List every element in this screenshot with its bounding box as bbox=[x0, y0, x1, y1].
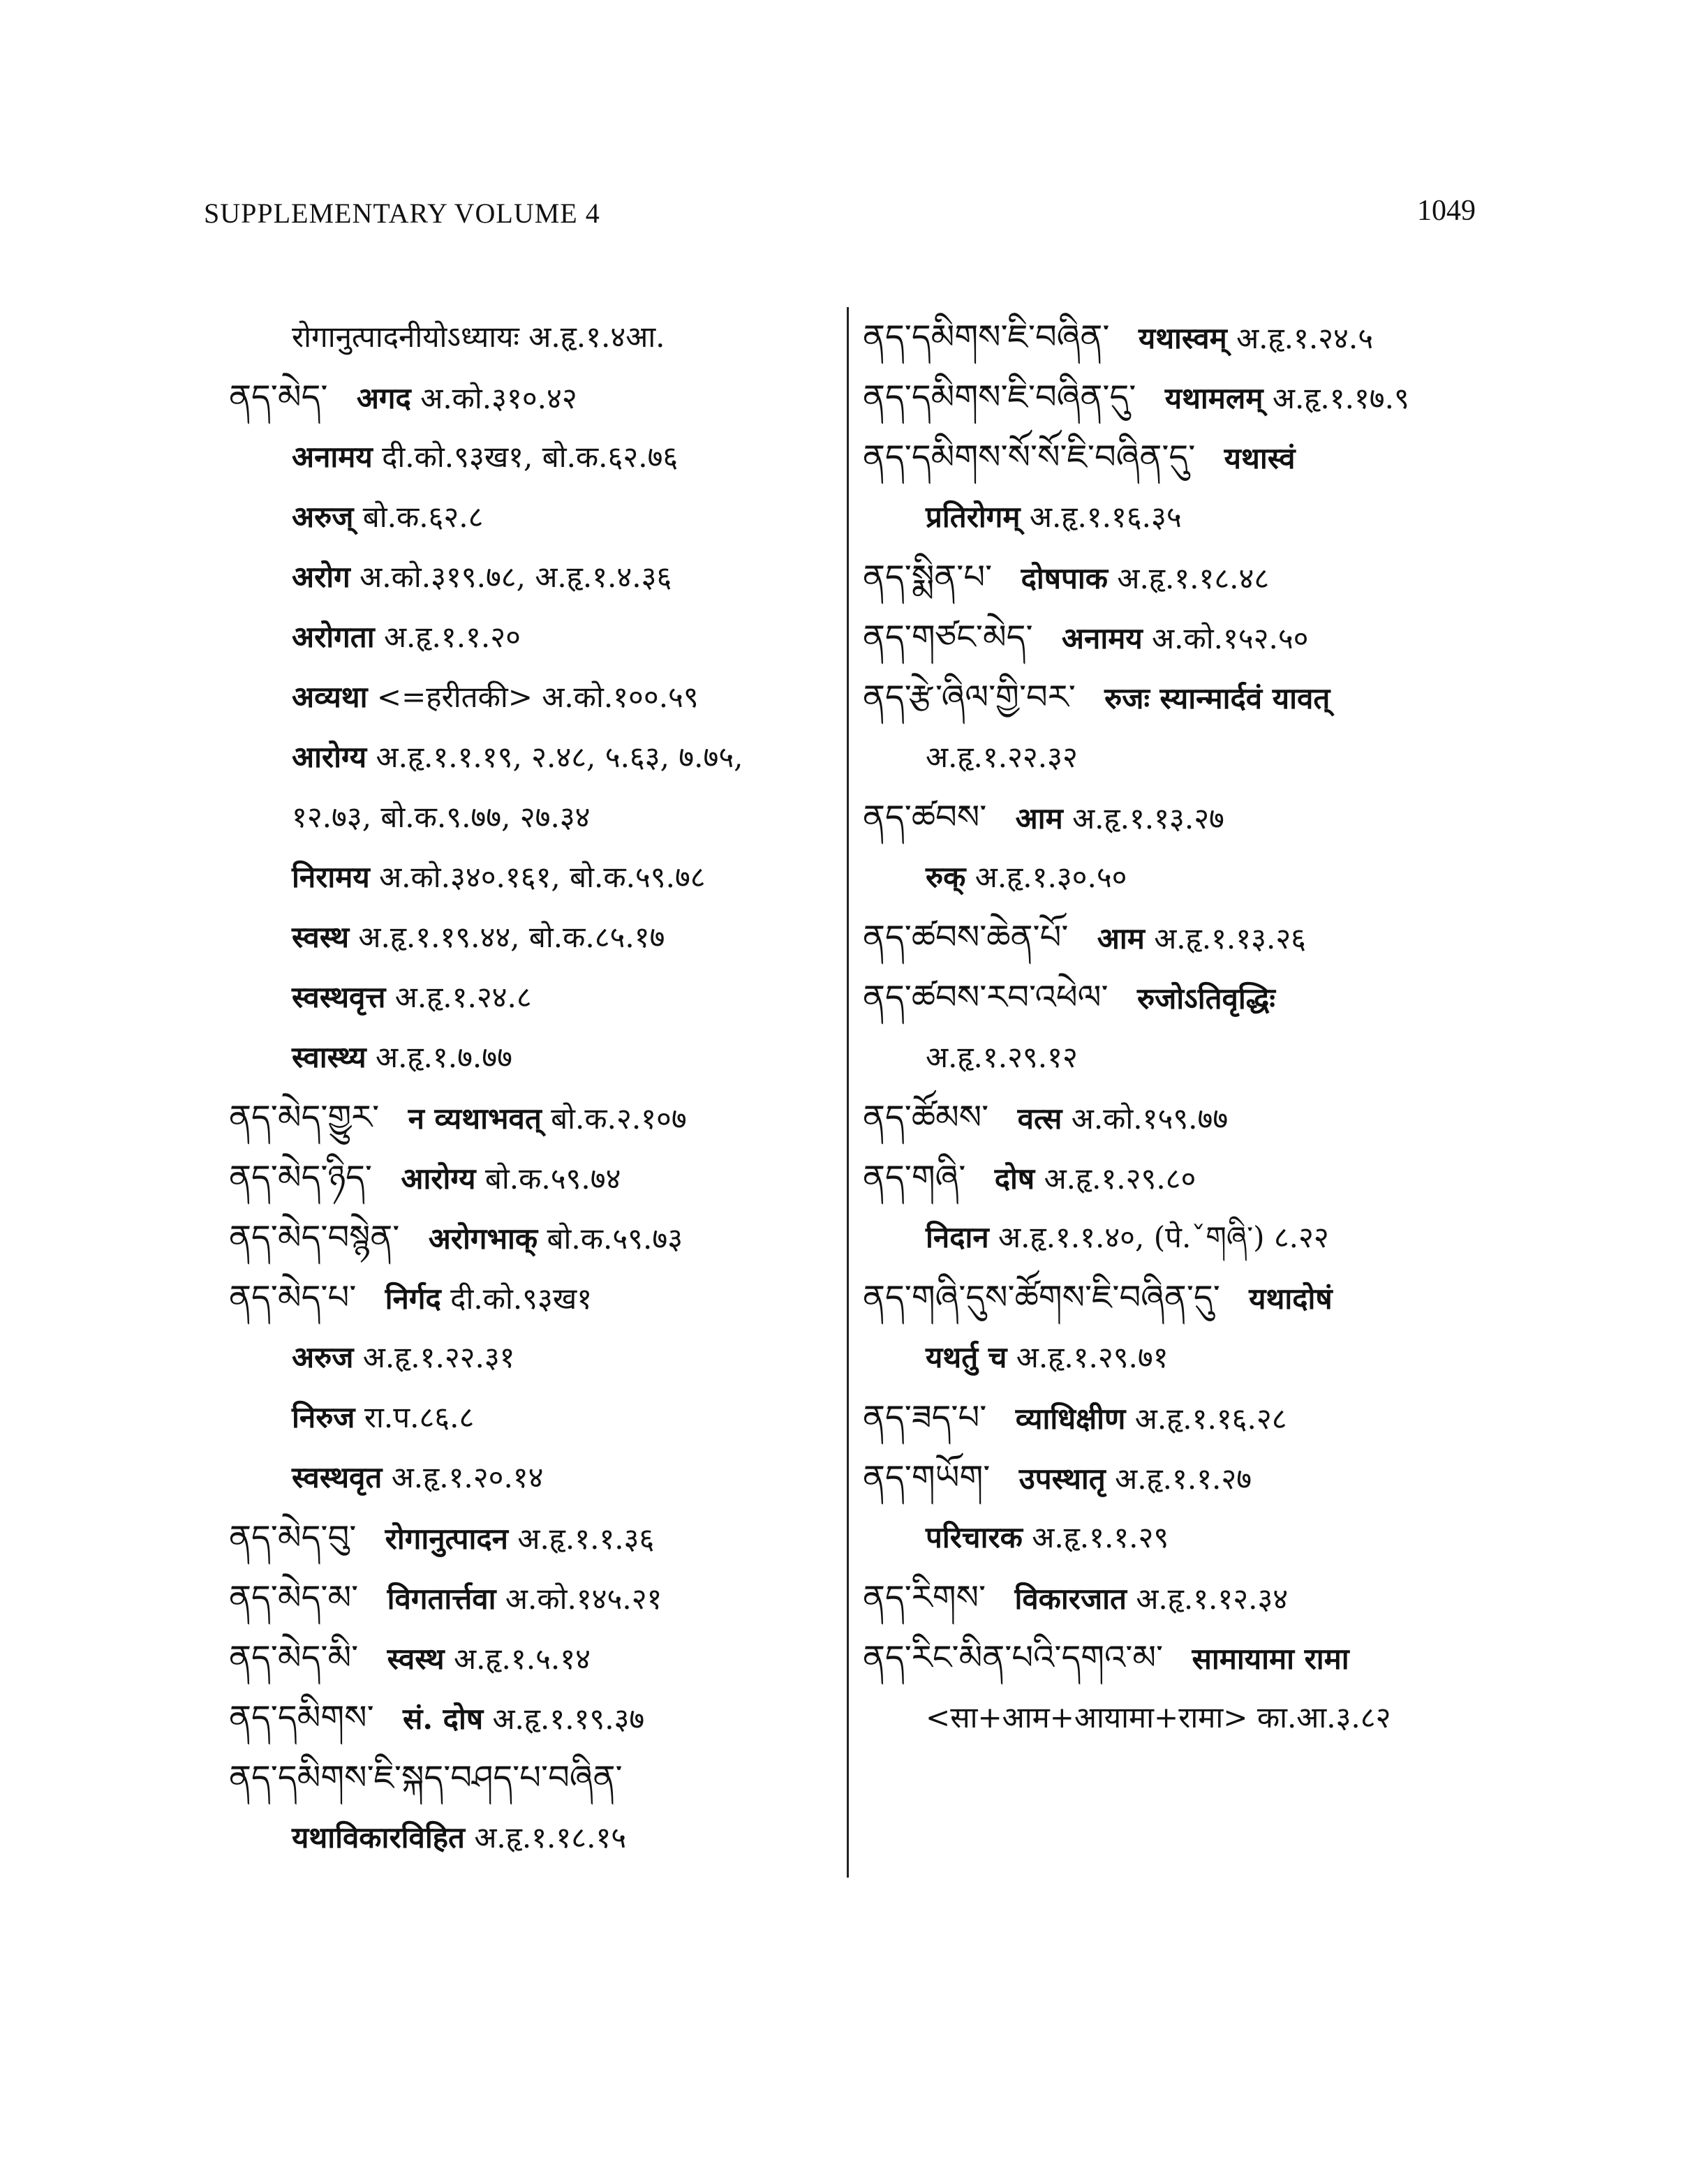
source-reference: रोगानुत्पादनीयोऽध्यायः अ.हृ.१.४आ. bbox=[292, 320, 665, 354]
tibetan-headword: ནད་མེད་མི་ bbox=[229, 1638, 359, 1677]
sanskrit-equivalent: विकारजात bbox=[1014, 1582, 1127, 1616]
dictionary-entry-line bbox=[863, 1448, 1491, 1508]
running-head: SUPPLEMENTARY VOLUME 4 bbox=[204, 198, 600, 229]
sanskrit-equivalent: यथामलम् bbox=[1164, 381, 1263, 415]
sanskrit-equivalent: निरुज bbox=[292, 1400, 355, 1434]
source-reference: अ.को.३४०.१६१, बो.क.५९.७८ bbox=[379, 860, 706, 894]
tibetan-headword: ནད་མེད་པ་ bbox=[229, 1278, 357, 1317]
dictionary-entry-line bbox=[863, 1268, 1491, 1328]
source-reference: बो.क.६२.८ bbox=[362, 500, 484, 534]
dictionary-entry-line bbox=[229, 907, 843, 967]
source-reference: अ.हृ.१.१९.३७ bbox=[492, 1702, 645, 1736]
sanskrit-equivalent: यथाविकारविहित bbox=[292, 1820, 465, 1855]
dictionary-entry-line bbox=[863, 1568, 1491, 1628]
sanskrit-equivalent: अरुज् bbox=[292, 500, 354, 534]
source-reference: अ.हृ.१.१६.२८ bbox=[1134, 1402, 1287, 1436]
sanskrit-equivalent: यथास्वम् bbox=[1138, 321, 1227, 355]
source-reference: अ.हृ.१.१८.४८ bbox=[1117, 561, 1270, 595]
sanskrit-equivalent: स्वस्थवृत bbox=[292, 1460, 383, 1494]
source-reference: १२.७३, बो.क.९.७७, २७.३४ bbox=[292, 800, 591, 834]
sanskrit-equivalent: अनामय bbox=[292, 440, 373, 474]
sanskrit-equivalent: उपस्थातृ bbox=[1018, 1462, 1106, 1496]
right-column bbox=[863, 307, 1491, 1748]
dictionary-entry-line bbox=[229, 1027, 843, 1087]
source-reference: अ.हृ.१.२४.५ bbox=[1236, 321, 1374, 355]
source-reference: अ.हृ.१.१६.३५ bbox=[1029, 500, 1182, 534]
source-reference: अ.हृ.१.१.१९, २.४८, ५.६३, ७.७५, bbox=[376, 740, 743, 774]
tibetan-headword: ནད་ཚོམས་ bbox=[863, 1098, 989, 1137]
dictionary-entry-line bbox=[863, 1208, 1491, 1268]
sanskrit-equivalent: अरोगता bbox=[292, 620, 375, 654]
sanskrit-equivalent: सं. दोष bbox=[403, 1702, 484, 1736]
tibetan-headword: ནད་མེད་མ་ bbox=[229, 1578, 359, 1617]
source-reference: बो.क.५९.७४ bbox=[484, 1161, 621, 1196]
source-reference: अ.हृ.१.१.४०, (पे.ˇགཞི་) ८.२२ bbox=[998, 1220, 1329, 1254]
sanskrit-equivalent: स्वस्थ bbox=[292, 920, 350, 954]
dictionary-entry-line bbox=[863, 427, 1491, 487]
dictionary-entry-line bbox=[863, 1628, 1491, 1688]
sanskrit-equivalent: रुक् bbox=[926, 860, 966, 894]
dictionary-entry-line bbox=[863, 1328, 1491, 1388]
tibetan-headword: ནད་ཚབས་ཆེན་པོ་ bbox=[863, 918, 1069, 957]
dictionary-entry-line bbox=[863, 307, 1491, 367]
sanskrit-equivalent: अनामय bbox=[1061, 621, 1143, 655]
source-reference: अ.को.३१९.७८, अ.हृ.१.४.३६ bbox=[360, 560, 672, 594]
dictionary-entry-line bbox=[229, 1268, 843, 1328]
source-reference: अ.को.१४५.२१ bbox=[505, 1582, 662, 1616]
sanskrit-equivalent: अव्यथा bbox=[292, 680, 368, 714]
sanskrit-equivalent: दोष bbox=[994, 1161, 1035, 1196]
tibetan-headword: ནད་ཟད་པ་ bbox=[863, 1398, 987, 1437]
sanskrit-equivalent: निरामय bbox=[292, 860, 370, 894]
dictionary-entry-line bbox=[229, 487, 843, 547]
sanskrit-equivalent: न व्यथाभवत् bbox=[408, 1101, 542, 1136]
dictionary-entry-line bbox=[863, 367, 1491, 427]
sanskrit-equivalent: वत्स bbox=[1017, 1101, 1062, 1136]
dictionary-entry-line bbox=[863, 727, 1491, 787]
sanskrit-equivalent: अरुज bbox=[292, 1340, 354, 1374]
sanskrit-equivalent: रोगानुत्पादन bbox=[385, 1522, 508, 1556]
tibetan-headword: ནད་གཞི་དུས་ཚོགས་ཇི་བཞིན་དུ་ bbox=[863, 1278, 1220, 1317]
source-reference: अ.हृ.१.१.२० bbox=[383, 620, 521, 654]
tibetan-headword: ནད་རིགས་ bbox=[863, 1578, 986, 1617]
sanskrit-equivalent: यथास्वं bbox=[1224, 441, 1296, 475]
source-reference: अ.को.१५९.७७ bbox=[1071, 1101, 1229, 1136]
sanskrit-equivalent: निदान bbox=[926, 1220, 989, 1254]
dictionary-entry-line bbox=[229, 427, 843, 487]
dictionary-entry-line bbox=[229, 967, 843, 1027]
sanskrit-equivalent: रुजोऽतिवृद्धिः bbox=[1136, 981, 1275, 1016]
dictionary-entry-line bbox=[229, 1508, 843, 1568]
dictionary-entry-line bbox=[229, 667, 843, 727]
source-reference: अ.हृ.१.१२.३४ bbox=[1136, 1582, 1289, 1616]
sanskrit-equivalent: व्याधिक्षीण bbox=[1015, 1402, 1126, 1436]
left-column bbox=[229, 307, 843, 1868]
dictionary-entry-line bbox=[229, 367, 843, 427]
dictionary-entry-line bbox=[863, 667, 1491, 727]
source-reference: अ.हृ.१.१७.९ bbox=[1272, 381, 1409, 415]
tibetan-headword: ནད་དམིགས་སོ་སོ་ཇི་བཞིན་དུ་ bbox=[863, 438, 1196, 477]
tibetan-headword: ནད་ཚབས་ bbox=[863, 798, 987, 837]
dictionary-entry-line bbox=[863, 1147, 1491, 1208]
tibetan-headword: ནད་མེད་བུ་ bbox=[229, 1518, 357, 1557]
dictionary-entry-line bbox=[863, 1027, 1491, 1087]
sanskrit-equivalent: सामायामा रामा bbox=[1192, 1642, 1349, 1676]
source-reference: अ.को.३१०.४२ bbox=[420, 381, 577, 415]
tibetan-headword: ནད་དམིགས་ཇི་སྐད་བཤད་པ་བཞིན་ bbox=[229, 1758, 623, 1797]
dictionary-entry-line bbox=[863, 1688, 1491, 1748]
source-reference: अ.हृ.१.१३.२७ bbox=[1072, 801, 1224, 835]
source-reference: अ.हृ.१.२९.७१ bbox=[1016, 1340, 1169, 1374]
dictionary-entry-line bbox=[229, 847, 843, 907]
dictionary-entry-line bbox=[229, 787, 843, 847]
sanskrit-equivalent: निर्गद bbox=[385, 1282, 441, 1316]
source-reference: अ.हृ.१.२०.१४ bbox=[391, 1460, 544, 1494]
source-reference: अ.हृ.१.१३.२६ bbox=[1154, 921, 1306, 956]
sanskrit-equivalent: रुजः स्यान्मार्दवं यावत् bbox=[1104, 681, 1330, 715]
sanskrit-equivalent: स्वस्थ bbox=[387, 1642, 445, 1676]
dictionary-entry-line bbox=[863, 1388, 1491, 1448]
sanskrit-equivalent: अरोगभाक् bbox=[428, 1221, 538, 1256]
source-reference: अ.हृ.१.२२.३२ bbox=[926, 740, 1078, 774]
sanskrit-equivalent: आरोग्य bbox=[292, 740, 367, 774]
sanskrit-equivalent: स्वास्थ्य bbox=[292, 1040, 366, 1074]
source-reference: अ.हृ.१.१९.४४, बो.क.८५.१७ bbox=[358, 920, 665, 954]
dictionary-entry-line bbox=[229, 1208, 843, 1268]
dictionary-entry-line bbox=[863, 607, 1491, 667]
dictionary-entry-line bbox=[229, 1688, 843, 1748]
sanskrit-equivalent: स्वस्थवृत्त bbox=[292, 980, 386, 1014]
source-reference: अ.हृ.१.५.१४ bbox=[453, 1642, 591, 1676]
sanskrit-equivalent: दोषपाक bbox=[1021, 561, 1109, 595]
tibetan-headword: ནད་གཞི་ bbox=[863, 1158, 966, 1197]
tibetan-headword: ནད་མེད་གྱུར་ bbox=[229, 1098, 380, 1137]
dictionary-entry-line bbox=[229, 607, 843, 667]
sanskrit-equivalent: अरोग bbox=[292, 560, 350, 594]
source-reference: अ.हृ.१.२४.८ bbox=[394, 980, 532, 1014]
column-divider bbox=[847, 307, 849, 1878]
source-reference: अ.हृ.१.७.७७ bbox=[376, 1040, 512, 1074]
dictionary-entry-line bbox=[863, 1508, 1491, 1568]
dictionary-entry-line bbox=[229, 727, 843, 787]
source-reference: बो.क.२.१०७ bbox=[551, 1101, 687, 1136]
source-reference: अ.हृ.१.२९.१२ bbox=[926, 1040, 1078, 1074]
source-reference: अ.हृ.१.१८.१५ bbox=[474, 1820, 627, 1855]
sanskrit-equivalent: यथर्तु च bbox=[926, 1340, 1007, 1374]
sanskrit-equivalent: आम bbox=[1015, 801, 1063, 835]
dictionary-entry-line bbox=[229, 1448, 843, 1508]
dictionary-entry-line bbox=[863, 547, 1491, 607]
source-reference: अ.हृ.१.३०.५० bbox=[974, 860, 1127, 894]
tibetan-headword: ནད་རིང་མིན་པའི་དགའ་མ་ bbox=[863, 1638, 1164, 1677]
dictionary-entry-line bbox=[229, 1748, 843, 1808]
dictionary-entry-line bbox=[863, 847, 1491, 907]
source-reference: अ.हृ.१.२२.३१ bbox=[362, 1340, 515, 1374]
source-reference: अ.हृ.१.१.२९ bbox=[1032, 1520, 1169, 1554]
dictionary-entry-line bbox=[229, 1568, 843, 1628]
dictionary-entry-line bbox=[229, 1628, 843, 1688]
sanskrit-equivalent: अगद bbox=[356, 381, 411, 415]
tibetan-headword: ནད་མེད་བསྙེན་ bbox=[229, 1218, 400, 1257]
source-reference: रा.प.८६.८ bbox=[364, 1400, 475, 1434]
source-reference: अ.हृ.१.२९.८० bbox=[1044, 1161, 1196, 1196]
dictionary-entry-line bbox=[863, 1087, 1491, 1147]
dictionary-entry-line bbox=[229, 1147, 843, 1208]
source-reference: दी.को.९३ख१ bbox=[450, 1282, 593, 1316]
source-reference: अ.हृ.१.१.२७ bbox=[1115, 1462, 1252, 1496]
dictionary-entry-line bbox=[863, 487, 1491, 547]
dictionary-entry-line bbox=[229, 1388, 843, 1448]
source-reference: अ.हृ.१.१.३६ bbox=[517, 1522, 655, 1556]
tibetan-headword: ནད་རྩེ་ཞིལ་གྱི་བར་ bbox=[863, 678, 1076, 717]
page-number: 1049 bbox=[1417, 195, 1476, 227]
dictionary-entry-line bbox=[863, 907, 1491, 967]
sanskrit-equivalent: विगतार्त्तवा bbox=[387, 1582, 496, 1616]
tibetan-headword: ནད་གཙང་མེད་ bbox=[863, 618, 1033, 657]
tibetan-headword: ནད་དམིགས་ bbox=[229, 1698, 374, 1737]
source-reference: बो.क.५९.७३ bbox=[547, 1221, 683, 1256]
dictionary-entry-line bbox=[863, 967, 1491, 1027]
tibetan-headword: ནད་ཚབས་རབ་འཕེལ་ bbox=[863, 978, 1109, 1017]
source-reference: दी.को.९३ख१, बो.क.६२.७६ bbox=[382, 440, 679, 474]
sanskrit-equivalent: आरोग्य bbox=[401, 1161, 476, 1196]
sanskrit-equivalent: परिचारक bbox=[926, 1520, 1023, 1554]
sanskrit-equivalent: आम bbox=[1097, 921, 1145, 956]
dictionary-entry-line bbox=[229, 1087, 843, 1147]
dictionary-entry-line bbox=[229, 1808, 843, 1868]
source-reference: <सा+आम+आयामा+रामा> का.आ.३.८२ bbox=[926, 1700, 1391, 1734]
sanskrit-equivalent: यथादोषं bbox=[1249, 1282, 1333, 1316]
tibetan-headword: ནད་མེད་ཉིད་ bbox=[229, 1158, 373, 1197]
sanskrit-equivalent: प्रतिरोगम् bbox=[926, 500, 1021, 534]
tibetan-headword: ནད་མེད་ bbox=[229, 378, 328, 417]
dictionary-entry-line bbox=[229, 1328, 843, 1388]
source-reference: <=हरीतकी> अ.को.१००.५९ bbox=[376, 680, 699, 714]
tibetan-headword: ནད་གཡོག་ bbox=[863, 1458, 991, 1497]
tibetan-headword: ནད་དམིགས་ཇི་བཞིན་ bbox=[863, 318, 1110, 357]
tibetan-headword: ནད་སྨིན་པ་ bbox=[863, 558, 993, 597]
tibetan-headword: ནད་དམིགས་ཇི་བཞིན་དུ་ bbox=[863, 378, 1136, 417]
dictionary-entry-line bbox=[229, 307, 843, 367]
dictionary-entry-line bbox=[863, 787, 1491, 847]
source-reference: अ.को.१५२.५० bbox=[1152, 621, 1309, 655]
dictionary-entry-line bbox=[229, 547, 843, 607]
